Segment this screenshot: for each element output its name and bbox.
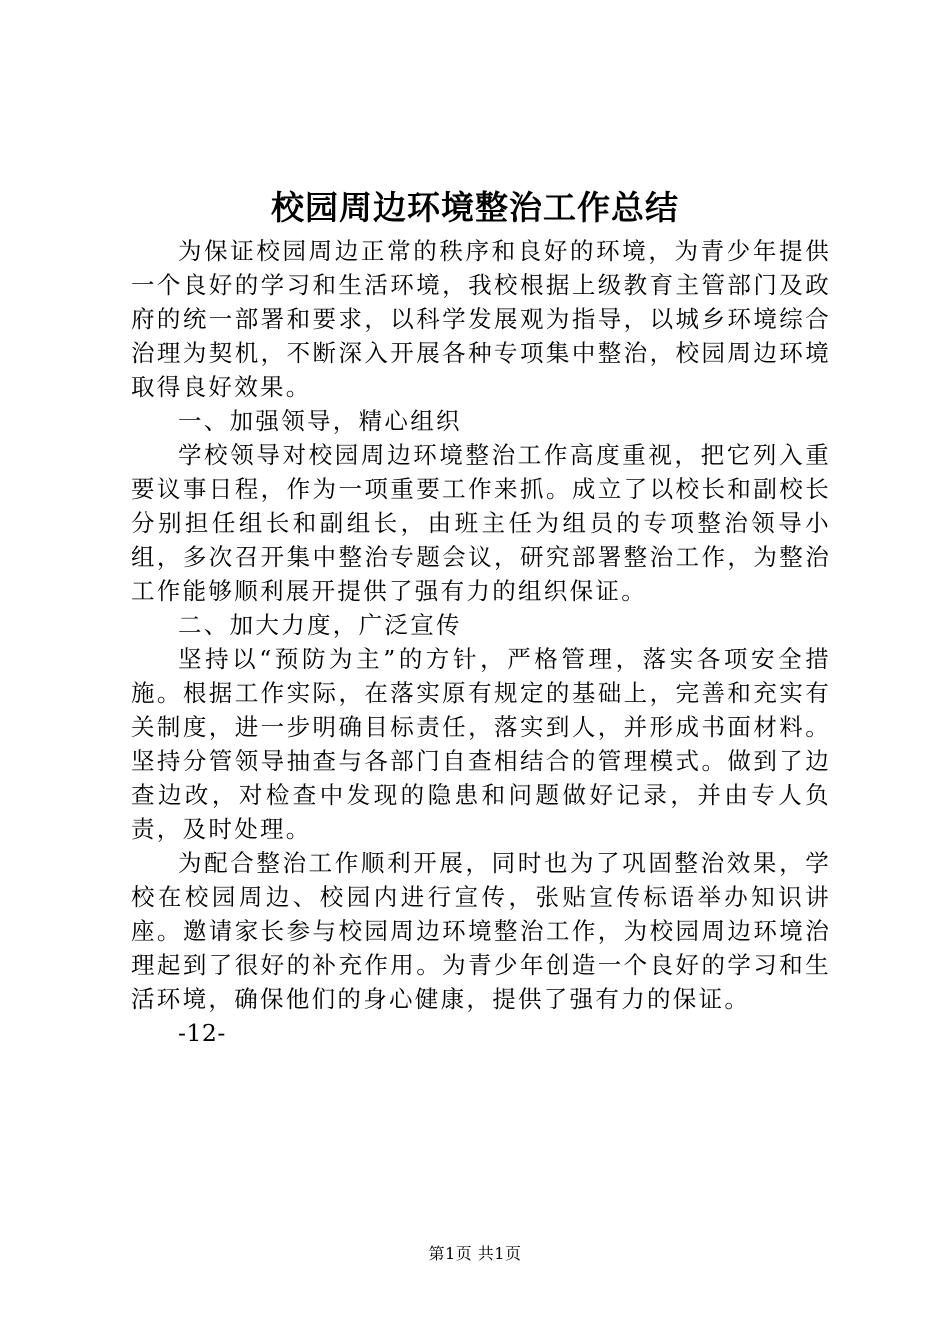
section-heading-2: 二、加大力度，广泛宣传 [178,611,462,639]
page-footer: 第1页 共1页 [428,1244,522,1263]
paragraph-intro: 为保证校园周边正常的秩序和良好的环境，为青少年提供一个良好的学习和生活环境，我校根据上级教育主管部门及政府的统一部署和要求，以科学发展观为指导，以城乡环境综合治理为契机，不断深入开展各种专项集中整治，校园周边环境取得良好效果。 [131,237,831,401]
paragraph-publicity: 为配合整治工作顺利开展，同时也为了巩固整治效果，学校在校园周边、校园内进行宣传，张贴宣传标语举办知识讲座。邀请家长参与校园周边环境整治工作，为校园周边环境治理起到了很好的补充作用。为青少年创造一个良好的学习和生活环境，确保他们的身心健康，提供了强有力的保证。 [131,849,831,1013]
document-body [131,234,831,1050]
paragraph-leadership: 学校领导对校园周边环境整治工作高度重视，把它列入重要议事日程，作为一项重要工作来抓。成立了以校长和副校长分别担任组长和副组长，由班主任为组员的专项整治领导小组，多次召开集中整治专题会议，研究部署整治工作，为整治工作能够顺利展开提供了强有力的组织保证。 [131,441,831,605]
paragraph-prevention: 坚持以“预防为主”的方针，严格管理，落实各项安全措施。根据工作实际，在落实原有规定的基础上，完善和充实有关制度，进一步明确目标责任，落实到人，并形成书面材料。坚持分管领导抽查与各部门自查相结合的管理模式。做到了边查边改，对检查中发现的隐患和问题做好记录，并由专人负责，及时处理。 [131,645,831,843]
page-marker: -12- [178,1019,226,1047]
section-heading-1: 一、加强领导，精心组织 [178,407,462,435]
document-title: 校园周边环境整治工作总结 [271,188,679,227]
